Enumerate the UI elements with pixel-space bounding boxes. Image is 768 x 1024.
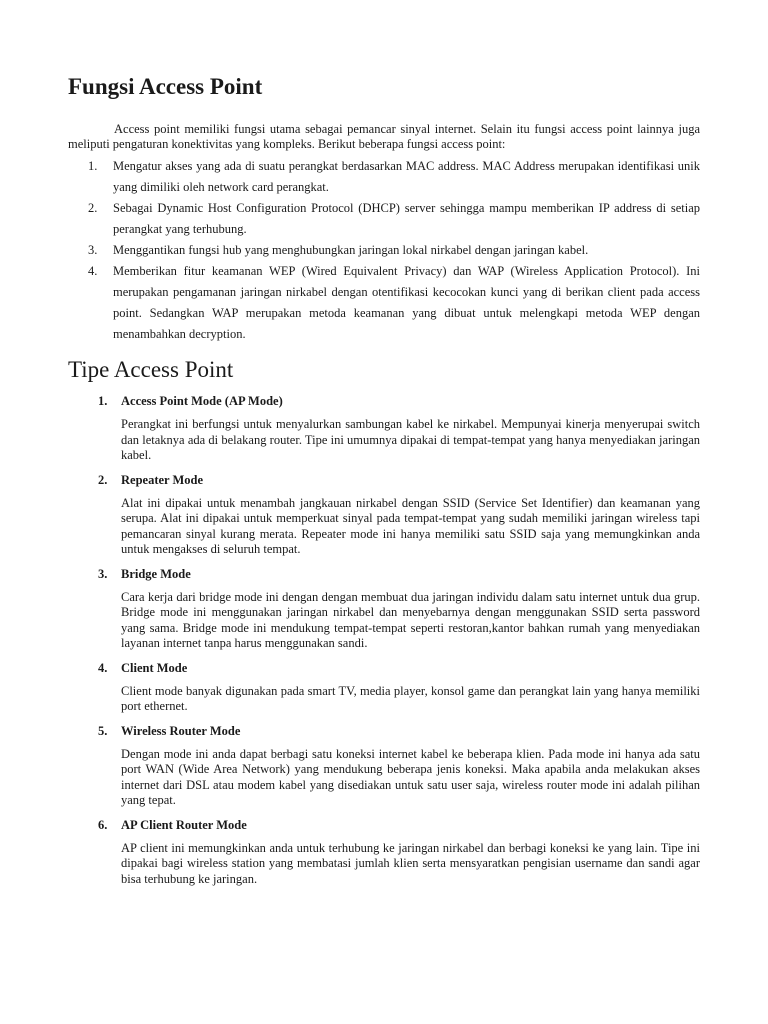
- type-number: 5.: [98, 723, 108, 738]
- type-heading: [98, 566, 700, 582]
- function-list: [68, 156, 700, 345]
- type-heading: [98, 472, 700, 488]
- type-item-ap-client-router-mode: [68, 817, 700, 888]
- function-text: Menggantikan fungsi hub yang menghubungkan jaringan lokal nirkabel dengan jaringan kabel.: [113, 243, 589, 257]
- type-number: 1.: [98, 394, 108, 408]
- type-heading-text: Wireless Router Mode: [121, 723, 241, 738]
- type-heading-text: Bridge Mode: [121, 566, 191, 581]
- list-number: 4.: [88, 264, 98, 278]
- type-number: 6.: [98, 817, 108, 832]
- document-page: [68, 72, 700, 895]
- function-text: Sebagai Dynamic Host Configuration Protocol (DHCP) server sehingga mampu memberikan IP address di setiap perangkat yang terhubung.: [113, 201, 700, 236]
- type-number: 2.: [98, 472, 108, 487]
- type-heading: [98, 660, 700, 676]
- type-heading-text: Repeater Mode: [121, 472, 204, 487]
- function-item: [68, 156, 700, 198]
- intro-paragraph: Access point memiliki fungsi utama sebagai pemancar sinyal internet. Selain itu fungsi access point lainnya juga meliputi pengaturan konektivitas yang kompleks. Berikut beberapa fungsi access point:: [68, 122, 700, 151]
- type-description: AP client ini memungkinkan anda untuk terhubung ke jaringan nirkabel dan berbagi koneksi ke yang lain. Tipe ini dipakai bagi wireless station yang membatasi jumlah klien serta mensyaratkan pengisian username dan sandi agar bisa terhubung ke jaringan.: [121, 840, 700, 886]
- section-title-fungsi: Fungsi Access Point: [68, 74, 263, 99]
- function-item: [68, 240, 700, 261]
- type-list: [68, 393, 700, 887]
- type-item-client-mode: [68, 660, 700, 715]
- type-description: Dengan mode ini anda dapat berbagi satu koneksi internet kabel ke beberapa klien. Pada mode ini hanya ada satu port WAN (Wide Area Network) yang mendukung beberapa jenis koneksi. Maka apabila anda melakukan akses internet dari DSL atau modem kabel yang disediakan untuk satu user saja, wireless router mode ini adalah pilihan yang tepat.: [121, 746, 700, 807]
- type-number: 3.: [98, 566, 108, 581]
- list-number: 1.: [88, 159, 98, 173]
- list-number: 2.: [88, 201, 98, 215]
- section-title-tipe: Tipe Access Point: [68, 357, 234, 382]
- type-description: Client mode banyak digunakan pada smart TV, media player, konsol game dan perangkat lain yang hanya memiliki port ethernet.: [121, 683, 700, 713]
- type-item-wireless-router-mode: [68, 723, 700, 809]
- type-description: Alat ini dipakai untuk menambah jangkauan nirkabel dengan SSID (Service Set Identifier) dan keamanan yang serupa. Alat ini dipakai untuk memperkuat sinyal pada tempat-tempat yang sudah memiliki jaringan wireless tapi pemancaran sinyal kurang merata. Repeater mode ini hanya memiliki satu SSID saja yang memungkinkan anda untuk mengakses di seluruh tempat.: [121, 495, 700, 556]
- type-heading: [98, 723, 700, 739]
- type-description: Perangkat ini berfungsi untuk menyalurkan sambungan kabel ke nirkabel. Mempunyai kinerja menyerupai switch dan letaknya ada di belakang router. Tipe ini umumnya dipakai di tempat-tempat yang hanya menyediakan jaringan kabel.: [121, 417, 700, 462]
- function-item: [68, 261, 700, 345]
- type-heading: [98, 817, 700, 833]
- function-item: [68, 198, 700, 240]
- type-heading-text: Access Point Mode (AP Mode): [121, 394, 283, 408]
- type-heading-text: Client Mode: [121, 660, 188, 675]
- function-text: Mengatur akses yang ada di suatu perangkat berdasarkan MAC address. MAC Address merupakan identifikasi unik yang dimiliki oleh network card perangkat.: [113, 159, 700, 194]
- type-number: 4.: [98, 660, 108, 675]
- list-number: 3.: [88, 243, 98, 257]
- type-heading: [98, 393, 700, 409]
- type-item-ap-mode: [68, 393, 700, 464]
- type-item-bridge-mode: [68, 566, 700, 652]
- function-text: Memberikan fitur keamanan WEP (Wired Equivalent Privacy) dan WAP (Wireless Application Protocol). Ini merupakan pengamanan jaringan nirkabel dengan otentifikasi kecocokan kunci yang di berikan client pada access point. Sedangkan WAP merupakan metoda keamanan yang dibuat untuk melengkapi metoda WEP dengan menambahkan decryption.: [113, 264, 700, 341]
- type-heading-text: AP Client Router Mode: [121, 817, 247, 832]
- type-item-repeater-mode: [68, 472, 700, 558]
- type-description: Cara kerja dari bridge mode ini dengan dengan membuat dua jaringan individu dalam satu internet untuk dua grup. Bridge mode ini menggunakan jaringan nirkabel dan menyebarnya dengan menggunakan SSID serta password yang sama. Bridge mode ini mendukung tempat-tempat seperti restoran,kantor bahkan rumah yang menyediakan layanan internet tanpa harus menggunakan sandi.: [121, 589, 700, 650]
